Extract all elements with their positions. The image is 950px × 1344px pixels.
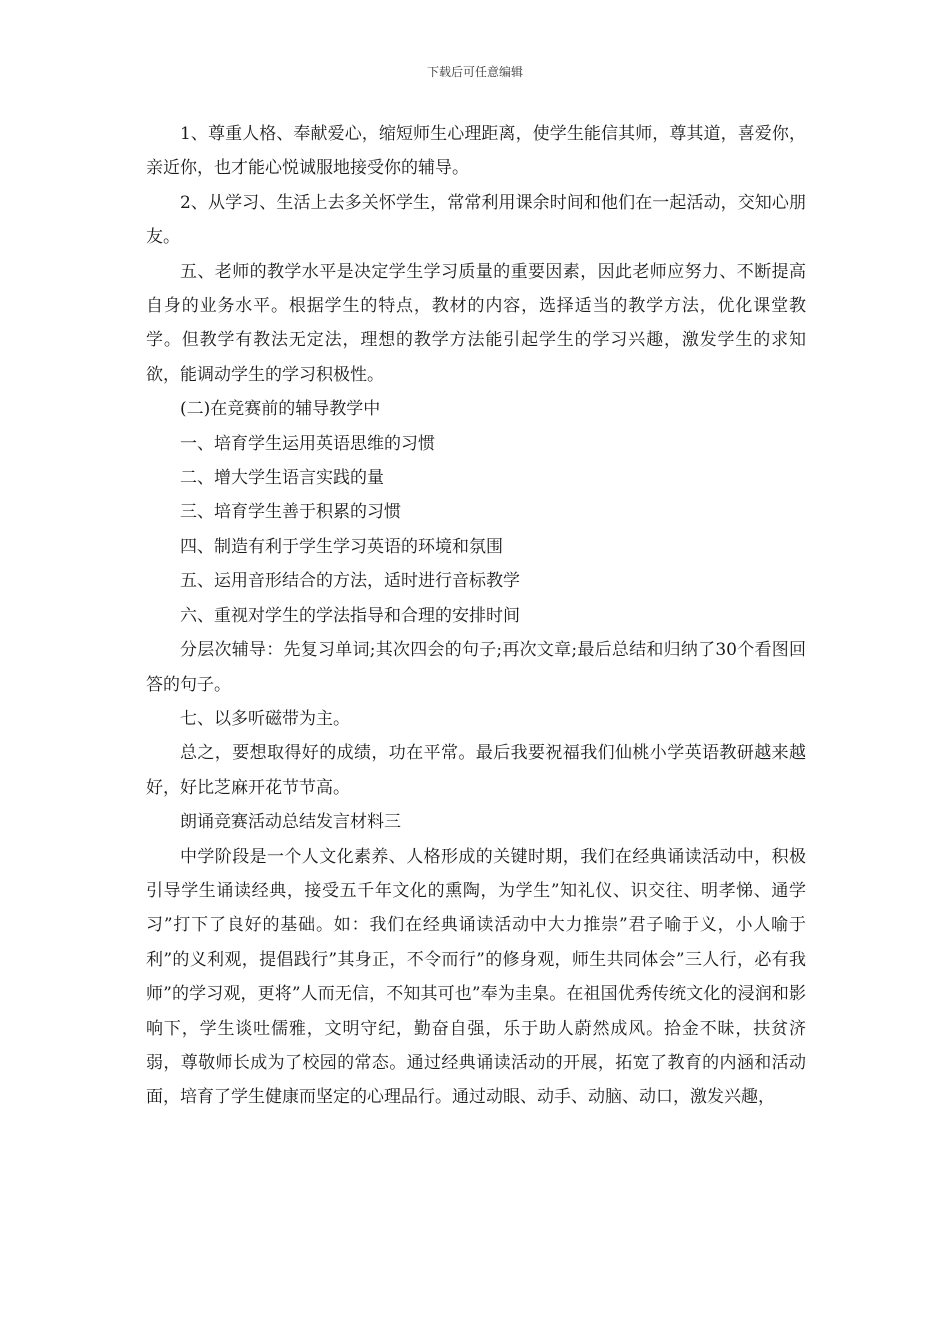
list-item: 六、重视对学生的学法指导和合理的安排时间 (180, 605, 520, 626)
paragraph: 中学阶段是一个人文化素养、人格形成的关键时期，我们在经典诵读活动中，积极引导学生诵读经典，接受五千年文化的熏陶，为学生”知礼仪、识交往、明孝悌、通学习”打下了良好的基础。如：我们在经典诵读活动中大力推崇”君子喻于义，小人喻于利”的义利观，提倡践行”其身正，不令而行”的修身观，师生共同体会”三人行，必有我师”的学习观，更将”人而无信，不知其可也”奉为圭臬。在祖国优秀传统文化的浸润和影响下，学生谈吐儒雅，文明守纪，勤奋自强，乐于助人蔚然成风。拾金不昧，扶贫济弱，尊敬师长成为了校园的常态。通过经典诵读活动的开展，拓宽了教育的内涵和活动面，培育了学生健康而坚定的心理品行。通过动眼、动手、动脑、动口，激发兴趣， (146, 846, 806, 1108)
list-item: 七、以多听磁带为主。 (180, 708, 350, 729)
list-item: 四、制造有利于学生学习英语的环境和氛围 (180, 536, 503, 557)
list-item: 五、运用音形结合的方法，适时进行音标教学 (180, 571, 520, 592)
page-header: 下载后可任意编辑 (426, 65, 523, 79)
paragraph: 2、从学习、生活上去多关怀学生，常常利用课余时间和他们在一起活动，交知心朋友。 (146, 192, 806, 248)
paragraph: 1、尊重人格、奉献爱心，缩短师生心理距离，使学生能信其师，尊其道，喜爱你，亲近你，也才能心悦诚服地接受你的辅导。 (146, 124, 806, 179)
list-item: 一、培育学生运用英语思维的习惯 (180, 433, 435, 454)
list-item: 三、培育学生善于积累的习惯 (180, 502, 401, 523)
section-heading: (二)在竞赛前的辅导教学中 (180, 399, 381, 420)
section-heading: 朗诵竞赛活动总结发言材料三 (180, 812, 401, 833)
paragraph: 五、老师的教学水平是决定学生学习质量的重要因素，因此老师应努力、不断提高自身的业务水平。根据学生的特点，教材的内容，选择适当的教学方法，优化课堂教学。但教学有教法无定法，理想的教学方法能引起学生的学习兴趣，激发学生的求知欲，能调动学生的学习积极性。 (146, 261, 806, 385)
document-body (146, 117, 806, 1115)
paragraph: 分层次辅导：先复习单词;其次四会的句子;再次文章;最后总结和归纳了30个看图回答的句子。 (146, 640, 806, 695)
paragraph: 总之，要想取得好的成绩，功在平常。最后我要祝福我们仙桃小学英语教研越来越好，好比芝麻开花节节高。 (146, 743, 806, 798)
list-item: 二、增大学生语言实践的量 (180, 468, 384, 489)
